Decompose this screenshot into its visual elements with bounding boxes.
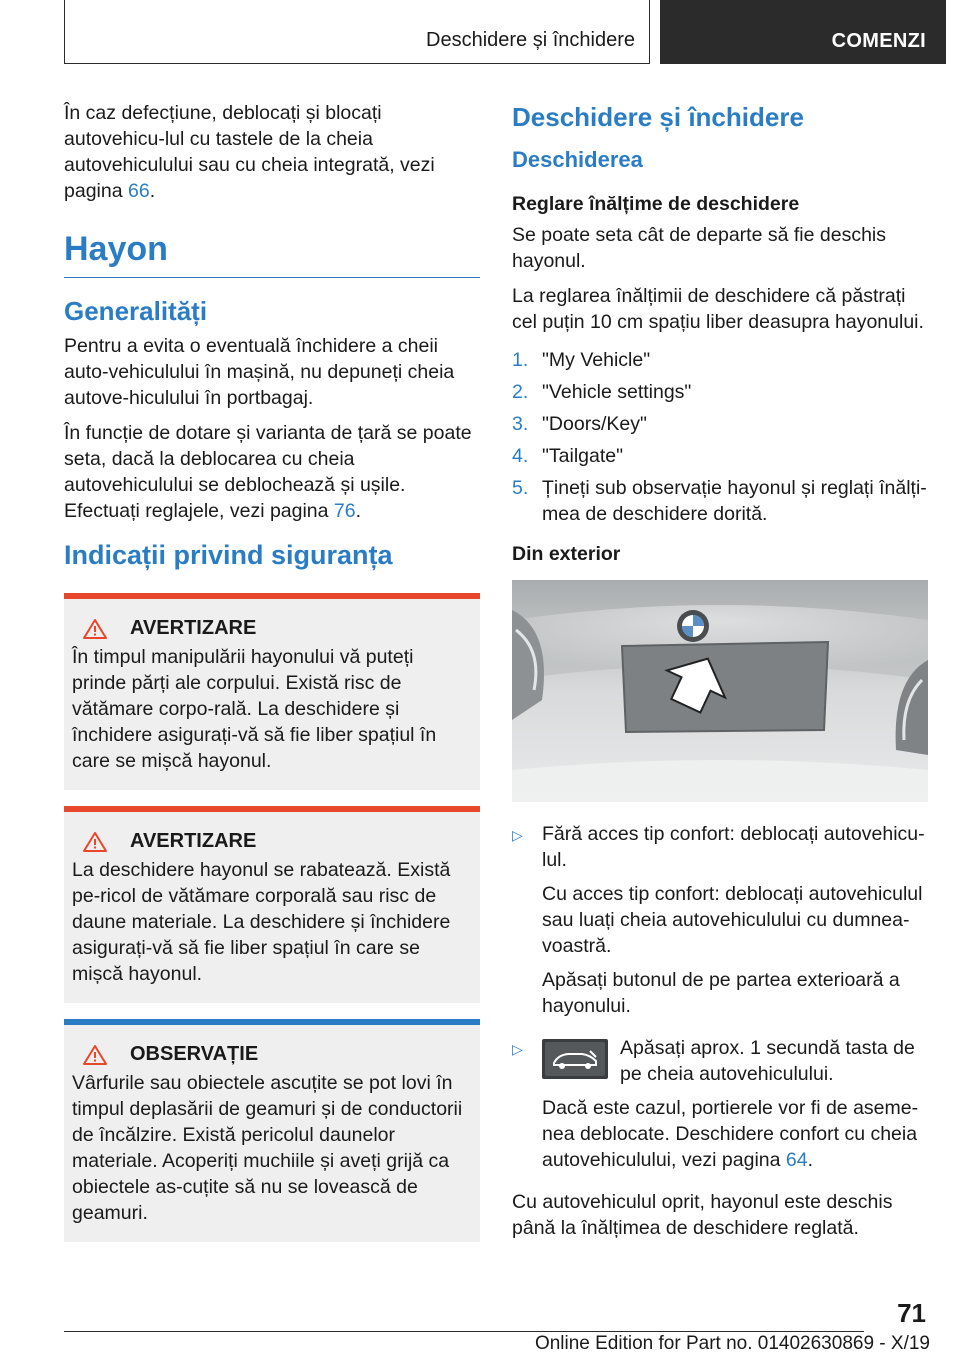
bullet-triangle-icon: ▷ [512,1041,523,1057]
bullet-item-1 [512,821,928,1027]
page-link-66[interactable]: 66 [127,180,150,202]
page-link-64[interactable]: 64 [785,1149,808,1171]
warning-text: În timpul manipulării hayonului vă puteți prinde părți ale corpului. Există risc de vătămare corpo-rală. La deschidere și închidere asigurați-vă să fie liber spațiul în care se mișcă hayonul. [72,646,437,772]
footer-edition: Online Edition for Part no. 01402630869 - X/19 [534,1333,930,1354]
right-column [512,100,928,1250]
note-box [64,1019,480,1242]
footer-divider [64,1331,864,1332]
warning-triangle-icon [82,831,108,853]
height-heading: Reglare înălțime de deschidere [512,193,800,215]
header-section-title: Deschidere și închidere [426,29,635,51]
general-paragraph-2: În funcție de dotare și varianta de țară se poate seta, dacă la deblocarea cu cheia autovehiculului se deblochează și ușile. Efectuați reglajele, vezi pagina 76. [64,422,472,522]
header-section-tab [64,0,650,64]
list-item: 2. "Vehicle settings" [512,381,692,403]
height-paragraph-1: Se poate seta cât de departe să fie deschis hayonul. [512,224,886,272]
chapter-title: Hayon [64,230,480,278]
warning-triangle-icon [82,1044,108,1066]
warning-label: AVERTIZARE [130,830,257,852]
general-paragraph-1: Pentru a evita o eventuală închidere a cheii auto-vehiculului în mașină, nu depuneți cheia autove-hiculului în portbagaj. [64,335,455,409]
bullet-text: Fără acces tip confort: deblocați autovehicu-lul. [542,823,925,871]
list-item: 4. "Tailgate" [512,445,624,467]
bullet-item-2 [512,1035,928,1181]
left-column [64,100,480,1258]
note-text: Vârfurile sau obiectele ascuțite se pot lovi în timpul deplasării de geamuri și de conductorii de încălzire. Există pericolul daunelor materiale. Acoperiți muchiile și aveți grijă ca obiectele as-cuțite să nu se lovească de geamuri. [72,1072,463,1224]
bullet-text: Dacă este cazul, portierele vor fi de aseme-nea deblocate. Deschidere confort cu cheia autovehiculului, vezi pagina 64. [542,1097,919,1171]
list-item: 5. Țineți sub observație hayonul și reglați înălți-mea de deschidere dorită. [512,477,927,525]
note-label: OBSERVAȚIE [130,1043,259,1065]
closing-paragraph: Cu autovehiculul oprit, hayonul este deschis până la înălțimea de deschidere reglată. [512,1191,893,1239]
page-number: 71 [897,1298,926,1328]
warning-triangle-icon [82,618,108,640]
header-category-tab [660,0,946,64]
warning-box-1 [64,593,480,790]
safety-heading: Indicații privind siguranța [64,540,393,570]
warning-box-2 [64,806,480,1003]
tailgate-button-illustration [512,580,928,802]
subsection-title: Deschiderea [512,147,643,172]
list-item: 1. "My Vehicle" [512,349,651,371]
page-link-76[interactable]: 76 [333,500,356,522]
list-item: 3. "Doors/Key" [512,413,647,435]
car-key-button-icon [542,1039,608,1079]
warning-text: La deschidere hayonul se rabatează. Există pe-ricol de vătămare corporală sau risc de daune materiale. La deschidere și închidere asigurați-vă să fie liber spațiul în care se mișcă hayonul. [72,859,451,985]
bullet-text: Cu acces tip confort: deblocați autovehiculul sau luați cheia autovehiculului cu dumnea-voastră. [542,883,923,957]
warning-label: AVERTIZARE [130,617,257,639]
bullet-text: Apăsați aprox. 1 secundă tasta de pe cheia autovehiculului. [620,1037,915,1085]
bullet-text: Apăsați butonul de pe partea exterioară a hayonului. [542,969,900,1017]
intro-paragraph: În caz defecțiune, deblocați și blocați autovehicu-lul cu tastele de la cheia autovehiculului sau cu cheia integrată, vezi pagina 66. [64,102,435,202]
section-title: Deschidere și închidere [512,102,804,132]
header-category-title: COMENZI [831,30,926,52]
exterior-heading: Din exterior [512,543,621,565]
bullet-triangle-icon: ▷ [512,827,523,843]
height-paragraph-2: La reglarea înălțimii de deschidere că păstrați cel puțin 10 cm spațiu liber deasupra hayonului. [512,285,924,333]
general-heading: Generalități [64,296,208,326]
steps-list [512,347,928,527]
